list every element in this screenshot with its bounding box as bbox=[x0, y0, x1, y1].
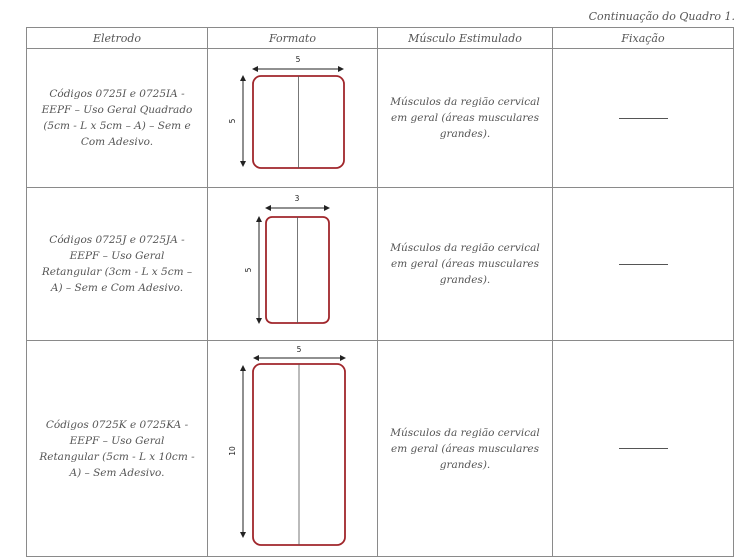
electrode-rect-large-diagram bbox=[208, 341, 378, 551]
empty-dash bbox=[619, 264, 668, 265]
table-row bbox=[27, 188, 734, 341]
fixacao-cell bbox=[553, 188, 734, 341]
fixacao-cell bbox=[553, 49, 734, 188]
empty-dash bbox=[619, 118, 668, 119]
fixacao-cell bbox=[553, 341, 734, 557]
header-formato: Formato bbox=[208, 28, 378, 49]
electrode-table bbox=[26, 27, 734, 557]
empty-dash bbox=[619, 448, 668, 449]
header-musculo: Músculo Estimulado bbox=[378, 28, 553, 49]
eletrodo-cell: Códigos 0725J e 0725JA - EEPF – Uso Geral Retangular (3cm - L x 5cm – A) – Sem e Com Adesivo. bbox=[27, 188, 208, 341]
table-row bbox=[27, 49, 734, 188]
eletrodo-cell: Códigos 0725I e 0725IA - EEPF – Uso Geral Quadrado (5cm - L x 5cm – A) – Sem e Com Adesivo. bbox=[27, 49, 208, 188]
table-caption: Continuação do Quadro 1. bbox=[588, 10, 735, 23]
header-eletrodo: Eletrodo bbox=[27, 28, 208, 49]
formato-cell bbox=[208, 49, 378, 188]
height-label: 5 bbox=[228, 118, 237, 124]
electrode-square-diagram bbox=[208, 49, 378, 182]
width-label: 5 bbox=[295, 55, 301, 64]
width-label: 3 bbox=[294, 194, 300, 203]
width-label: 5 bbox=[296, 345, 302, 354]
electrode-rect-small-diagram bbox=[208, 188, 378, 335]
header-fixacao: Fixação bbox=[553, 28, 734, 49]
height-label: 5 bbox=[244, 267, 253, 273]
musculo-cell: Músculos da região cervical em geral (áreas musculares grandes). bbox=[378, 49, 553, 188]
table-row bbox=[27, 341, 734, 557]
formato-cell bbox=[208, 341, 378, 557]
height-label: 10 bbox=[228, 446, 237, 456]
musculo-cell: Músculos da região cervical em geral (áreas musculares grandes). bbox=[378, 341, 553, 557]
eletrodo-cell: Códigos 0725K e 0725KA - EEPF – Uso Geral Retangular (5cm - L x 10cm - A) – Sem Adesivo. bbox=[27, 341, 208, 557]
formato-cell bbox=[208, 188, 378, 341]
musculo-cell: Músculos da região cervical em geral (áreas musculares grandes). bbox=[378, 188, 553, 341]
